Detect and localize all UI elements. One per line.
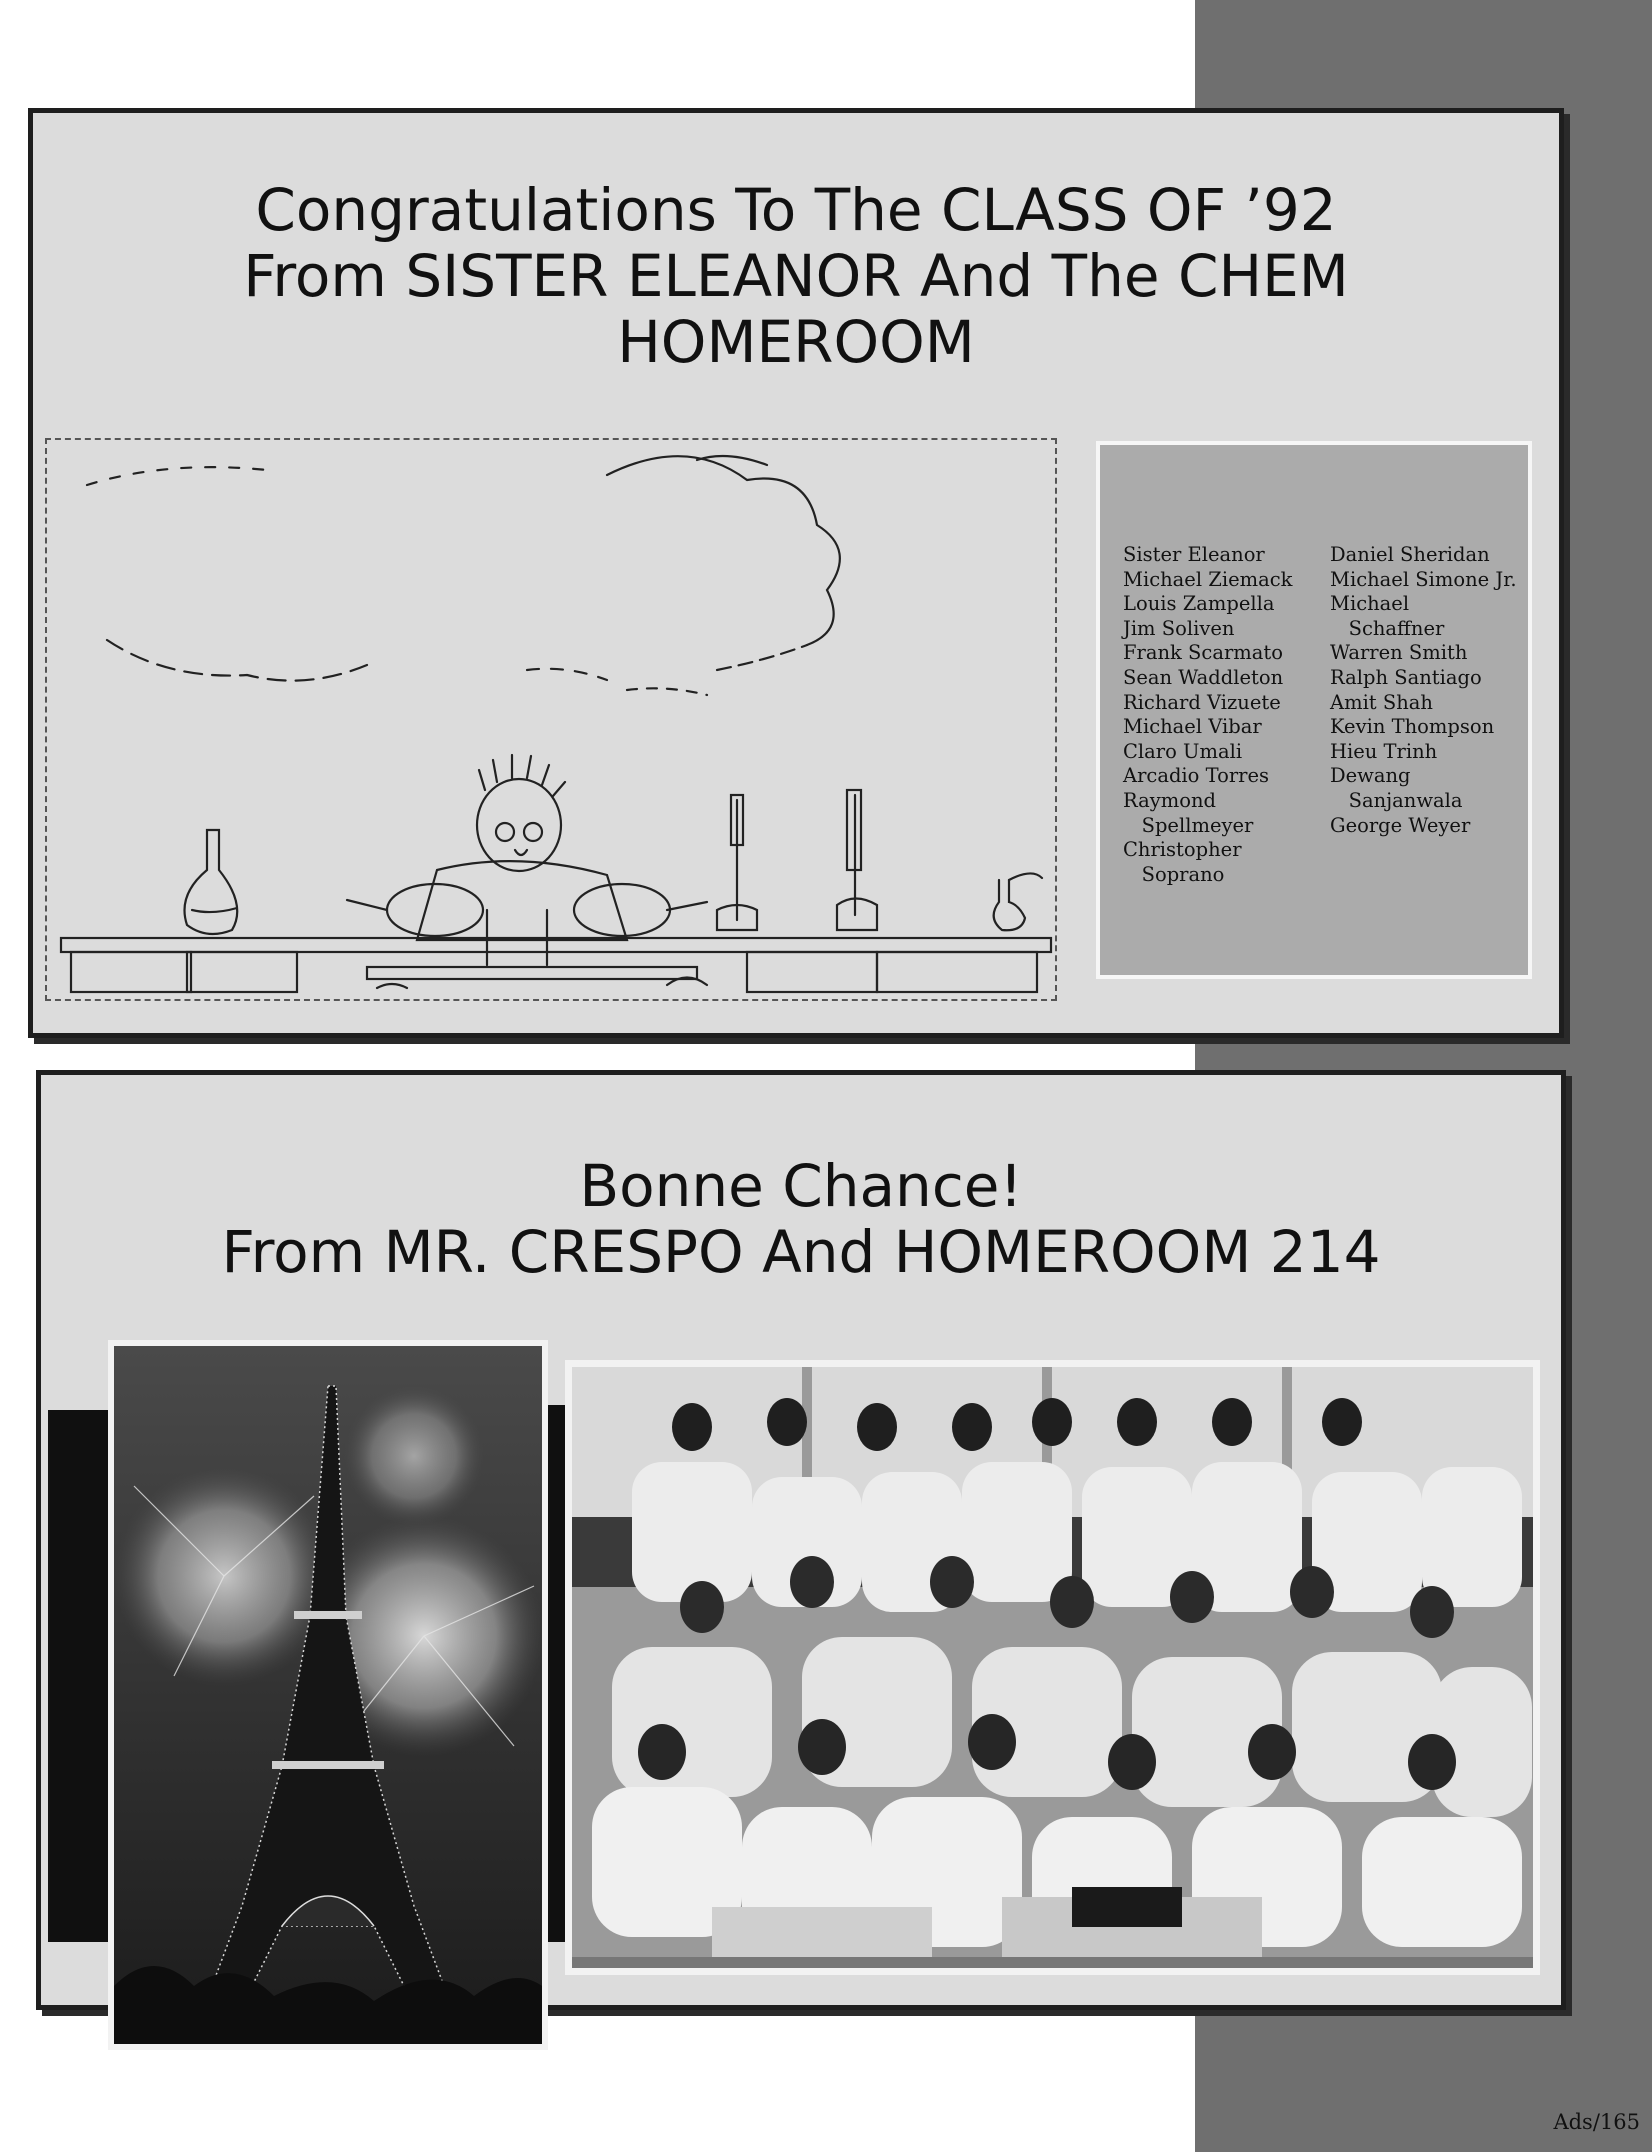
- names-column-right: [1330, 543, 1517, 838]
- names-column-left: [1123, 543, 1292, 887]
- chem-homeroom-names-box: [1096, 441, 1532, 979]
- name-entry: Michael: [1330, 592, 1410, 616]
- name-entry: Michael Simone Jr.: [1330, 567, 1517, 591]
- name-entry: Spellmeyer: [1123, 813, 1254, 837]
- name-entry: Ralph Santiago: [1330, 665, 1482, 689]
- name-entry: Schaffner: [1330, 616, 1445, 640]
- name-entry: Richard Vizuete: [1123, 690, 1281, 714]
- name-entry: Michael Ziemack: [1123, 567, 1293, 591]
- name-entry: Arcadio Torres: [1123, 764, 1270, 788]
- name-entry: Hieu Trinh: [1330, 739, 1438, 763]
- chemistry-cartoon-drawing: [45, 438, 1057, 1001]
- name-entry: Jim Soliven: [1123, 616, 1235, 640]
- name-entry: Daniel Sheridan: [1330, 543, 1490, 566]
- name-entry: George Weyer: [1330, 813, 1471, 837]
- eiffel-tower-fireworks-photo: [108, 1340, 548, 2050]
- name-entry: Dewang: [1330, 764, 1411, 788]
- name-entry: Sister Eleanor: [1123, 543, 1265, 566]
- name-entry: Soprano: [1123, 862, 1225, 886]
- heading-line: From MR. CRESPO And HOMEROOM 214: [221, 1218, 1381, 1286]
- heading-line: Bonne Chance!: [579, 1152, 1023, 1220]
- heading-line: From SISTER ELEANOR And The CHEM: [243, 242, 1349, 310]
- name-entry: Kevin Thompson: [1330, 715, 1495, 739]
- name-entry: Raymond: [1123, 788, 1217, 812]
- homeroom-214-class-photo: [565, 1360, 1540, 1975]
- name-entry: Warren Smith: [1330, 641, 1468, 665]
- name-entry: Louis Zampella: [1123, 592, 1275, 616]
- name-entry: Frank Scarmato: [1123, 641, 1283, 665]
- page-number: Ads/165: [1553, 2110, 1640, 2134]
- name-entry: Claro Umali: [1123, 739, 1243, 763]
- chem-homeroom-heading: [33, 177, 1559, 375]
- name-entry: Amit Shah: [1330, 690, 1433, 714]
- name-entry: Christopher: [1123, 838, 1242, 862]
- heading-line: HOMEROOM: [617, 308, 975, 376]
- name-entry: Michael Vibar: [1123, 715, 1262, 739]
- name-entry: Sean Waddleton: [1123, 665, 1284, 689]
- homeroom-214-heading: [41, 1153, 1561, 1285]
- name-entry: Sanjanwala: [1330, 788, 1463, 812]
- heading-line: Congratulations To The CLASS OF ’92: [255, 176, 1337, 244]
- chem-homeroom-ad: [28, 108, 1564, 1038]
